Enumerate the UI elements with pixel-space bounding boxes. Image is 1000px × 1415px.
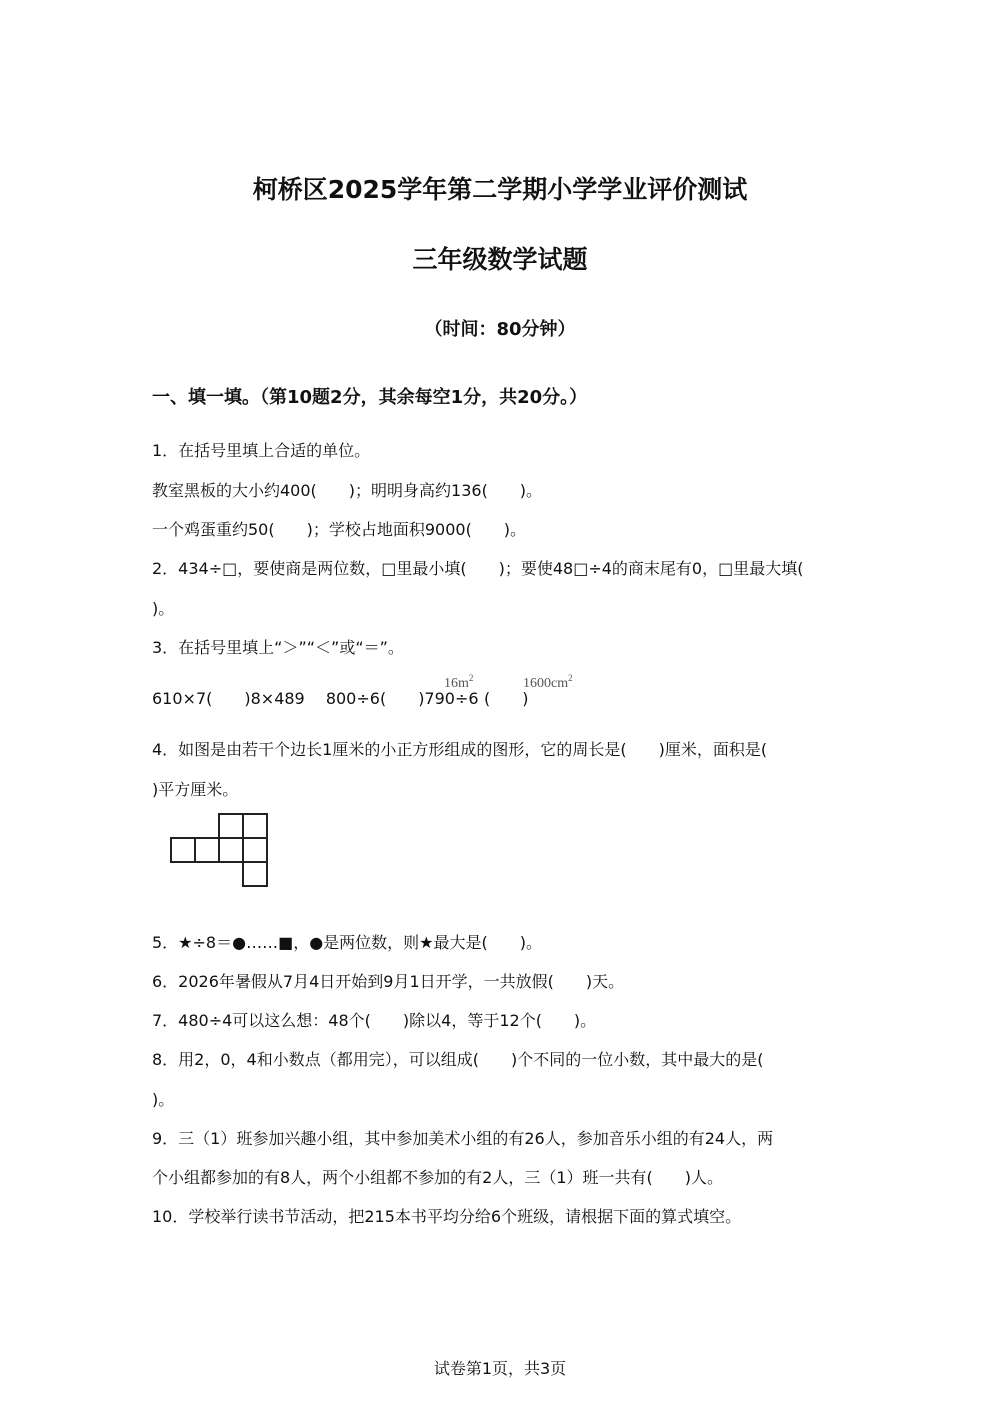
exam-title-line2: 三年级数学试题 bbox=[412, 245, 588, 274]
q3-line: 610×7( )8×489 800÷6( )790÷6 bbox=[152, 689, 479, 708]
q10: 10．学校举行读书节活动，把215本书平均分给6个班级，请根据下面的算式填空。 bbox=[152, 1207, 742, 1226]
q2-line1: 2．434÷□，要使商是两位数，□里最小填( )；要使48□÷4的商末尾有0，□里最大填( bbox=[152, 559, 804, 578]
q5: 5．★÷8＝●……■，●是两位数，则★最大是( )。 bbox=[152, 933, 542, 952]
q3-area-right: $1600cm^2$ bbox=[523, 673, 573, 691]
q7: 7．480÷4可以这么想：48个( )除以4，等于12个( )。 bbox=[152, 1011, 597, 1030]
q9-line2: 个小组都参加的有8人，两个小组都不参加的有2人，三（1）班一共有( )人。 bbox=[152, 1168, 724, 1187]
exam-time: （时间：80分钟） bbox=[424, 319, 576, 340]
q9-line1: 9．三（1）班参加兴趣小组，其中参加美术小组的有26人，参加音乐小组的有24人，两 bbox=[152, 1129, 774, 1148]
square-cell bbox=[170, 837, 196, 863]
q8-line2: )。 bbox=[152, 1090, 175, 1109]
square-cell bbox=[242, 837, 268, 863]
q3-area-left: $16m^2$ bbox=[444, 673, 474, 691]
q2-line2: )。 bbox=[152, 599, 175, 618]
q6: 6．2026年暑假从7月4日开始到9月1日开学，一共放假( )天。 bbox=[152, 972, 625, 991]
q8-line1: 8．用2，0，4和小数点（都用完），可以组成( )个不同的一位小数，其中最大的是( bbox=[152, 1050, 764, 1069]
q3-area-paren: ( ) bbox=[484, 689, 529, 708]
square-cell bbox=[242, 861, 268, 887]
exam-title-line1: 柯桥区2025学年第二学期小学学业评价测试 bbox=[252, 175, 748, 204]
section1-heading: 一、填一填。（第10题2分，其余每空1分，共20分。） bbox=[152, 387, 588, 408]
square-cell bbox=[242, 813, 268, 839]
page-footer: 试卷第1页，共3页 bbox=[433, 1359, 567, 1378]
q1-line1: 教室黑板的大小约400( )；明明身高约136( )。 bbox=[152, 481, 543, 500]
q1-title: 1．在括号里填上合适的单位。 bbox=[152, 441, 371, 460]
q4-line1: 4．如图是由若干个边长1厘米的小正方形组成的图形，它的周长是( )厘米，面积是( bbox=[152, 740, 768, 759]
q1-line2: 一个鸡蛋重约50( )；学校占地面积9000( )。 bbox=[152, 520, 527, 539]
square-cell bbox=[218, 813, 244, 839]
square-cell bbox=[218, 837, 244, 863]
q3-title: 3．在括号里填上“＞”“＜”或“＝”。 bbox=[152, 638, 404, 657]
square-cell bbox=[194, 837, 220, 863]
q4-line2: )平方厘米。 bbox=[152, 780, 239, 799]
